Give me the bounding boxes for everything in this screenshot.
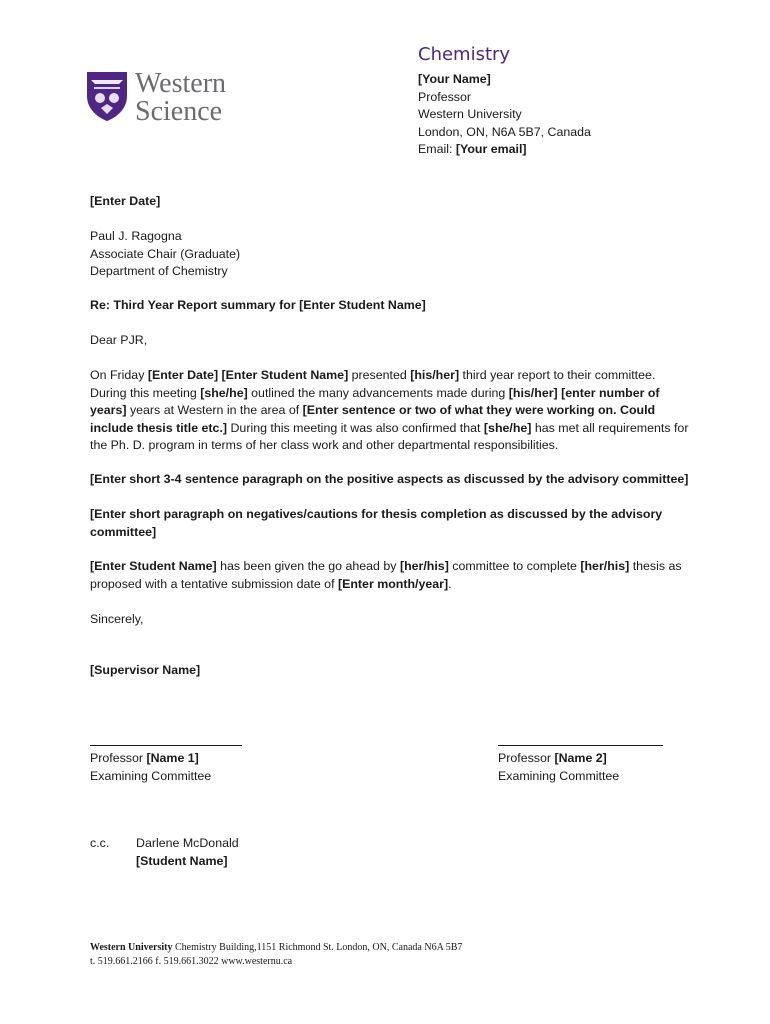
recipient-title: Associate Chair (Graduate) [90, 246, 241, 261]
sender-block [418, 71, 591, 159]
p1-text: On Friday [90, 368, 148, 382]
p1-placeholder: [Enter Student Name] [221, 368, 349, 382]
p1-placeholder: [Enter sentence or two of what they were working on. Could include thesis title etc.] [90, 403, 656, 435]
p1-placeholder: [his/her] [enter number of years] [90, 385, 660, 417]
footer [90, 941, 462, 969]
signature-block-2 [498, 732, 663, 785]
p1-text: During this meeting it was also confirmed that [227, 420, 484, 435]
p1-placeholder: [his/her] [410, 368, 460, 382]
p1-text: third year report to their committee. During this meeting [90, 368, 656, 400]
sender-email-value: [Your email] [455, 142, 527, 156]
p1-text: years at Western in the area of [126, 403, 303, 417]
signature-role: Examining Committee [90, 768, 212, 783]
signature-name-line [90, 750, 242, 768]
footer-contact: t. 519.661.2166 f. 519.661.3022 www.westernu.ca [90, 956, 293, 967]
paragraph-4 [90, 558, 690, 593]
p1-text: outlined the many advancements made during [247, 385, 509, 400]
p4-text: . [448, 576, 452, 591]
signature-name-line [498, 750, 663, 768]
p1-placeholder: [she/he] [200, 385, 248, 400]
paragraph-3: [Enter short paragraph on negatives/cautions for thesis completion as discussed by the advisory committee] [90, 507, 663, 539]
signature-block-1 [90, 732, 242, 785]
sender-title: Professor [418, 89, 472, 104]
sender-email-label: Email: [418, 142, 456, 156]
department-heading: Chemistry [418, 44, 511, 65]
signature-name: [Name 1] [146, 751, 199, 765]
logo-line-2: Science [135, 96, 223, 127]
recipient-name: Paul J. Ragogna [90, 229, 182, 243]
paragraph-2: [Enter short 3-4 sentence paragraph on the positive aspects as discussed by the advisory committee] [90, 472, 689, 486]
p4-placeholder: [Enter Student Name] [90, 559, 217, 573]
closing: Sincerely, [90, 612, 144, 626]
supervisor-name: [Supervisor Name] [90, 663, 201, 677]
p4-placeholder: [her/his] [580, 559, 630, 573]
p1-text: has met all requirements for the Ph. D. program in terms of her class work and other departmental responsibilities. [90, 420, 689, 452]
p1-placeholder: [she/he] [483, 420, 532, 435]
p4-text: thesis as proposed with a tentative submission date of [90, 559, 682, 591]
p4-placeholder: [her/his] [399, 559, 449, 573]
footer-address-line [90, 941, 462, 955]
salutation: Dear PJR, [90, 333, 148, 347]
cc-name-1: Darlene McDonald [136, 836, 239, 850]
logo-line-1: Western [135, 68, 227, 99]
footer-org: Western University [90, 942, 173, 953]
letter-date: [Enter Date] [90, 194, 161, 208]
p4-placeholder: [Enter month/year] [337, 576, 449, 591]
cc-names [136, 835, 239, 870]
p1-placeholder: [Enter Date] [147, 368, 219, 382]
signature-prefix: Professor [90, 751, 147, 765]
sender-university: Western University [418, 107, 522, 121]
subject-line: Re: Third Year Report summary for [Enter Student Name] [90, 298, 426, 312]
western-science-logo [85, 70, 245, 126]
sender-name: [Your Name] [418, 72, 491, 86]
cc-name-2: [Student Name] [136, 853, 228, 868]
p4-text: committee to complete [448, 559, 581, 573]
paragraph-1 [90, 367, 690, 455]
recipient-block [90, 228, 240, 281]
western-crest-icon [85, 70, 129, 122]
signature-name: [Name 2] [554, 751, 607, 765]
p1-text: presented [348, 368, 411, 382]
signature-role: Examining Committee [498, 768, 620, 783]
footer-address: Chemistry Building,1151 Richmond St. London, ON, Canada N6A 5B7 [172, 942, 463, 953]
recipient-department: Department of Chemistry [90, 264, 228, 278]
signature-line [498, 732, 663, 746]
signature-prefix: Professor [498, 751, 555, 765]
p4-text: has been given the go ahead by [216, 559, 400, 573]
cc-label: c.c. [90, 836, 110, 850]
signature-line [90, 732, 242, 746]
sender-address: London, ON, N6A 5B7, Canada [418, 124, 591, 139]
sender-email-line [418, 141, 591, 159]
